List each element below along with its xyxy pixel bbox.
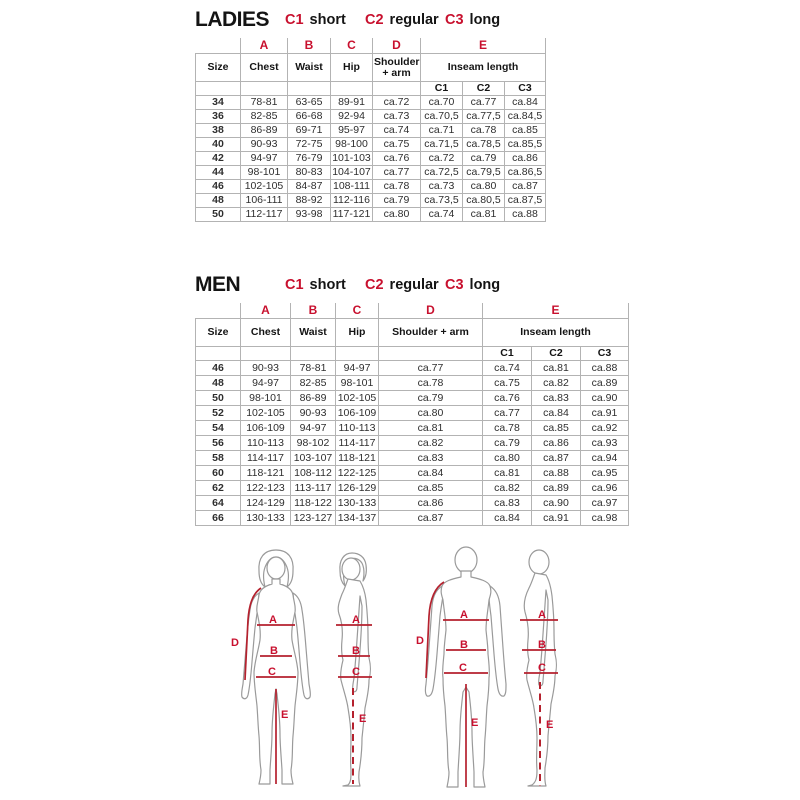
empty-corner-cell xyxy=(196,303,241,319)
figure-label-c: C xyxy=(459,662,467,674)
legend-label-c3: long xyxy=(469,12,501,28)
inseam-c1-cell: ca.81 xyxy=(483,466,532,481)
hip-cell: 89-91 xyxy=(331,96,373,110)
shoulder-arm-cell: ca.79 xyxy=(373,194,421,208)
inseam-c3-cell: ca.85,5 xyxy=(505,138,546,152)
shoulder-arm-cell: ca.72 xyxy=(373,96,421,110)
hip-cell: 112-116 xyxy=(331,194,373,208)
letter-c: C xyxy=(331,38,373,54)
inseam-c2-cell: ca.86 xyxy=(532,436,581,451)
ladies-legend-c1 xyxy=(285,12,346,28)
inseam-c3-cell: ca.88 xyxy=(505,208,546,222)
header-size: Size xyxy=(196,319,241,347)
header-hip: Hip xyxy=(331,54,373,82)
legend-label-c1: short xyxy=(309,277,346,293)
ladies-legend-c2 xyxy=(365,12,439,28)
empty-cell xyxy=(331,82,373,96)
table-row xyxy=(196,496,629,511)
waist-cell: 78-81 xyxy=(291,361,336,376)
inseam-c2-cell: ca.87 xyxy=(532,451,581,466)
inseam-c1-cell: ca.76 xyxy=(483,391,532,406)
size-cell: 46 xyxy=(196,361,241,376)
hip-cell: 101-103 xyxy=(332,152,371,164)
table-row xyxy=(196,406,629,421)
waist-cell: 108-112 xyxy=(291,466,336,481)
hip-cell: 117-121 xyxy=(331,208,373,222)
table-row xyxy=(196,96,546,110)
inseam-c3-cell: ca.88 xyxy=(581,361,629,376)
empty-cell xyxy=(196,82,241,96)
chest-cell: 112-117 xyxy=(241,208,288,222)
letter-e: E xyxy=(483,303,629,319)
men-subheader-row xyxy=(196,347,629,361)
inseam-c1-cell: ca.77 xyxy=(483,406,532,421)
inseam-c2-cell: ca.78,5 xyxy=(463,138,505,152)
legend-label-c1: short xyxy=(309,12,346,28)
chest-cell: 98-101 xyxy=(241,166,288,180)
header-inseam-length: Inseam length xyxy=(483,319,629,347)
waist-cell: 98-102 xyxy=(291,436,336,451)
inseam-c1-cell: ca.83 xyxy=(483,496,532,511)
men-legend-c3 xyxy=(445,277,500,293)
shoulder-arm-cell: ca.76 xyxy=(373,152,421,166)
empty-cell xyxy=(241,347,291,361)
letter-c: C xyxy=(336,303,379,319)
shoulder-arm-cell: ca.81 xyxy=(379,421,483,436)
inseam-c1-cell: ca.80 xyxy=(483,451,532,466)
inseam-c3-cell: ca.94 xyxy=(581,451,629,466)
letter-a: A xyxy=(241,38,288,54)
inseam-c2-cell: ca.82 xyxy=(532,376,581,391)
chest-cell: 122-123 xyxy=(241,481,291,496)
chest-cell: 98-101 xyxy=(241,391,291,406)
male-front-head xyxy=(455,547,477,573)
shoulder-arm-cell: ca.87 xyxy=(379,511,483,526)
inseam-c3-cell: ca.97 xyxy=(581,496,629,511)
figure-label-c: C xyxy=(268,666,276,678)
empty-cell xyxy=(288,82,331,96)
chest-cell: 118-121 xyxy=(241,466,291,481)
inseam-c2-cell: ca.80,5 xyxy=(463,194,505,208)
hip-cell: 92-94 xyxy=(331,110,373,124)
header-shoulder-arm: Shoulder + arm xyxy=(373,54,421,82)
figure-label-b: B xyxy=(270,645,278,657)
men-title: MEN xyxy=(195,273,241,296)
shoulder-arm-cell: ca.74 xyxy=(373,124,421,138)
size-cell: 38 xyxy=(196,124,241,138)
hip-cell: 98-100 xyxy=(331,138,373,152)
shoulder-arm-cell: ca.78 xyxy=(373,180,421,194)
empty-cell xyxy=(291,347,336,361)
table-row xyxy=(196,138,546,152)
figure-label-e: E xyxy=(471,717,479,729)
legend-label-c3: long xyxy=(469,277,501,293)
inseam-c2-cell: ca.91 xyxy=(532,511,581,526)
letter-d: D xyxy=(373,38,421,54)
size-cell: 42 xyxy=(196,152,241,166)
inseam-c2-cell: ca.90 xyxy=(532,496,581,511)
chest-cell: 102-105 xyxy=(241,406,291,421)
waist-cell: 113-117 xyxy=(291,481,336,496)
size-cell: 66 xyxy=(196,511,241,526)
inseam-c1-cell: ca.73,5 xyxy=(421,194,463,208)
inseam-c1-cell: ca.74 xyxy=(483,361,532,376)
female-front-head xyxy=(267,557,285,579)
empty-cell xyxy=(379,347,483,361)
inseam-c1-cell: ca.73 xyxy=(421,180,463,194)
legend-code-c1: C1 xyxy=(285,12,304,28)
waist-cell: 82-85 xyxy=(291,376,336,391)
ladies-title: LADIES xyxy=(195,8,270,31)
inseam-c3-cell: ca.93 xyxy=(581,436,629,451)
header-chest: Chest xyxy=(241,54,288,82)
inseam-c3-cell: ca.91 xyxy=(581,406,629,421)
male-front-figure xyxy=(416,544,508,794)
figure-label-b: B xyxy=(538,639,546,651)
figure-label-c: C xyxy=(538,662,546,674)
chest-cell: 130-133 xyxy=(241,511,291,526)
table-row xyxy=(196,481,629,496)
header-shoulder-arm: Shoulder + arm xyxy=(379,319,483,347)
size-cell: 44 xyxy=(196,166,241,180)
inseam-c2-cell: ca.89 xyxy=(532,481,581,496)
header-waist: Waist xyxy=(288,54,331,82)
size-cell: 46 xyxy=(196,180,241,194)
subheader-c1: C1 xyxy=(483,347,532,361)
inseam-c1-cell: ca.71,5 xyxy=(421,138,463,152)
hip-cell: 106-109 xyxy=(336,406,379,421)
figure-label-a: A xyxy=(460,609,468,621)
hip-cell: 122-125 xyxy=(336,466,379,481)
figure-label-a: A xyxy=(269,614,277,626)
ladies-table-body xyxy=(196,96,546,222)
shoulder-arm-cell: ca.82 xyxy=(379,436,483,451)
figure-label-e: E xyxy=(281,709,289,721)
waist-cell: 94-97 xyxy=(291,421,336,436)
subheader-c3: C3 xyxy=(581,347,629,361)
legend-label-c2: regular xyxy=(389,12,439,28)
men-letter-row xyxy=(196,303,629,319)
ladies-size-table xyxy=(195,38,546,222)
table-row xyxy=(196,466,629,481)
legend-code-c2: C2 xyxy=(365,12,384,28)
size-cell: 56 xyxy=(196,436,241,451)
shoulder-arm-cell: ca.78 xyxy=(379,376,483,391)
size-cell: 58 xyxy=(196,451,241,466)
waist-cell: 118-122 xyxy=(291,496,336,511)
table-row xyxy=(196,124,546,138)
ladies-legend-c3 xyxy=(445,12,500,28)
empty-corner-cell xyxy=(196,38,241,54)
legend-label-c2: regular xyxy=(389,277,439,293)
figure-label-c: C xyxy=(352,666,360,678)
chest-cell: 90-93 xyxy=(241,361,291,376)
shoulder-arm-cell: ca.86 xyxy=(379,496,483,511)
chest-cell: 78-81 xyxy=(241,96,288,110)
waist-cell: 84-87 xyxy=(288,180,331,194)
female-front-figure xyxy=(230,548,314,790)
size-cell: 60 xyxy=(196,466,241,481)
chest-cell: 82-85 xyxy=(241,110,288,124)
header-hip: Hip xyxy=(336,319,379,347)
waist-cell: 93-98 xyxy=(288,208,331,222)
inseam-c1-cell: ca.82 xyxy=(483,481,532,496)
inseam-c2-cell: ca.78 xyxy=(463,124,505,138)
inseam-c1-cell: ca.78 xyxy=(483,421,532,436)
inseam-c3-cell: ca.98 xyxy=(581,511,629,526)
legend-code-c2: C2 xyxy=(365,277,384,293)
male-front-right-arm xyxy=(489,586,506,696)
figure-label-b: B xyxy=(460,639,468,651)
inseam-c3-cell: ca.84,5 xyxy=(505,110,546,124)
letter-d: D xyxy=(379,303,483,319)
empty-cell xyxy=(336,347,379,361)
legend-code-c1: C1 xyxy=(285,277,304,293)
hip-cell: 104-107 xyxy=(332,166,371,178)
waist-cell: 90-93 xyxy=(291,406,336,421)
waist-cell: 69-71 xyxy=(288,124,331,138)
table-row xyxy=(196,208,546,222)
inseam-c2-cell: ca.84 xyxy=(532,406,581,421)
letter-a: A xyxy=(241,303,291,319)
figure-label-d: D xyxy=(231,637,239,649)
hip-cell: 94-97 xyxy=(336,361,379,376)
chest-cell: 86-89 xyxy=(241,124,288,138)
male-side-head xyxy=(529,550,549,574)
inseam-c1-cell: ca.75 xyxy=(483,376,532,391)
size-cell: 34 xyxy=(196,96,241,110)
waist-cell: 123-127 xyxy=(291,511,336,526)
chest-cell: 114-117 xyxy=(241,451,291,466)
figure-label-d: D xyxy=(416,635,424,647)
empty-cell xyxy=(241,82,288,96)
inseam-c1-cell: ca.70 xyxy=(421,96,463,110)
inseam-c2-cell: ca.81 xyxy=(463,208,505,222)
inseam-c3-cell: ca.96 xyxy=(581,481,629,496)
header-inseam-length: Inseam length xyxy=(421,54,546,82)
empty-cell xyxy=(373,82,421,96)
inseam-c1-cell: ca.74 xyxy=(421,208,463,222)
hip-cell: 134-137 xyxy=(336,511,379,526)
inseam-c1-cell: ca.72,5 xyxy=(421,166,463,180)
chest-cell: 124-129 xyxy=(241,496,291,511)
inseam-c1-cell: ca.84 xyxy=(483,511,532,526)
table-row xyxy=(196,180,546,194)
shoulder-arm-cell: ca.84 xyxy=(379,466,483,481)
chest-cell: 94-97 xyxy=(241,376,291,391)
legend-code-c3: C3 xyxy=(445,12,464,28)
inseam-c2-cell: ca.77,5 xyxy=(463,110,505,124)
inseam-c2-cell: ca.88 xyxy=(532,466,581,481)
size-cell: 50 xyxy=(196,208,241,222)
waist-cell: 88-92 xyxy=(288,194,331,208)
inseam-c3-cell: ca.85 xyxy=(505,124,546,138)
size-cell: 54 xyxy=(196,421,241,436)
inseam-c2-cell: ca.79,5 xyxy=(463,166,505,180)
waist-cell: 66-68 xyxy=(288,110,331,124)
inseam-c2-cell: ca.80 xyxy=(463,180,505,194)
figure-label-a: A xyxy=(538,609,546,621)
hip-cell: 118-121 xyxy=(336,451,379,466)
shoulder-arm-cell: ca.80 xyxy=(379,406,483,421)
shoulder-arm-cell: ca.75 xyxy=(373,138,421,152)
figure-label-a: A xyxy=(352,614,360,626)
hip-cell: 130-133 xyxy=(336,496,379,511)
subheader-c1: C1 xyxy=(421,82,463,96)
inseam-c3-cell: ca.95 xyxy=(581,466,629,481)
hip-cell: 114-117 xyxy=(336,436,379,451)
inseam-c1-cell: ca.79 xyxy=(483,436,532,451)
inseam-c2-cell: ca.83 xyxy=(532,391,581,406)
inseam-c3-cell: ca.84 xyxy=(505,96,546,110)
header-chest: Chest xyxy=(241,319,291,347)
size-cell: 40 xyxy=(196,138,241,152)
inseam-c3-cell: ca.90 xyxy=(581,391,629,406)
shoulder-arm-cell: ca.77 xyxy=(373,166,421,180)
hip-cell: 110-113 xyxy=(336,421,379,436)
table-row xyxy=(196,194,546,208)
size-cell: 52 xyxy=(196,406,241,421)
figure-label-e: E xyxy=(359,713,367,725)
waist-cell: 63-65 xyxy=(288,96,331,110)
men-table-body xyxy=(196,361,629,526)
male-side-figure xyxy=(512,546,570,794)
figure-label-b: B xyxy=(352,645,360,657)
chest-cell: 102-105 xyxy=(241,180,288,194)
female-side-head xyxy=(342,558,360,580)
inseam-c2-cell: ca.79 xyxy=(463,152,505,166)
men-title-row xyxy=(0,270,800,296)
table-row xyxy=(196,451,629,466)
shoulder-arm-cell: ca.80 xyxy=(373,208,421,222)
hip-cell: 102-105 xyxy=(336,391,379,406)
inseam-c3-cell: ca.87 xyxy=(505,180,546,194)
size-cell: 48 xyxy=(196,194,241,208)
letter-b: B xyxy=(288,38,331,54)
size-cell: 36 xyxy=(196,110,241,124)
shoulder-arm-cell: ca.83 xyxy=(379,451,483,466)
table-row xyxy=(196,436,629,451)
men-legend-c1 xyxy=(285,277,346,293)
inseam-c3-cell: ca.89 xyxy=(581,376,629,391)
chest-cell: 106-109 xyxy=(241,421,291,436)
hip-cell: 95-97 xyxy=(331,124,373,138)
empty-cell xyxy=(196,347,241,361)
shoulder-arm-cell: ca.85 xyxy=(379,481,483,496)
chest-cell: 94-97 xyxy=(241,152,288,166)
subheader-c3: C3 xyxy=(505,82,546,96)
table-row xyxy=(196,166,546,180)
letter-e: E xyxy=(421,38,546,54)
size-cell: 62 xyxy=(196,481,241,496)
inseam-c3-cell: ca.87,5 xyxy=(505,194,546,208)
header-waist: Waist xyxy=(291,319,336,347)
subheader-c2: C2 xyxy=(463,82,505,96)
table-row xyxy=(196,421,629,436)
men-size-table xyxy=(195,303,629,526)
men-header-row xyxy=(196,319,629,347)
shoulder-arm-cell: ca.77 xyxy=(379,361,483,376)
ladies-header-row xyxy=(196,54,546,82)
hip-cell: 108-111 xyxy=(331,180,373,194)
legend-code-c3: C3 xyxy=(445,277,464,293)
female-side-figure xyxy=(326,550,384,788)
inseam-c1-cell: ca.72 xyxy=(421,152,463,166)
table-row xyxy=(196,511,629,526)
size-cell: 50 xyxy=(196,391,241,406)
table-row xyxy=(196,152,546,166)
inseam-c2-cell: ca.85 xyxy=(532,421,581,436)
letter-b: B xyxy=(291,303,336,319)
waist-cell: 103-107 xyxy=(291,451,336,466)
hip-cell: 98-101 xyxy=(336,376,379,391)
hip-cell: 126-129 xyxy=(336,481,379,496)
table-row xyxy=(196,391,629,406)
figure-label-e: E xyxy=(546,719,554,731)
waist-cell: 80-83 xyxy=(288,166,331,180)
chest-cell: 106-111 xyxy=(241,194,288,208)
table-row xyxy=(196,110,546,124)
subheader-c2: C2 xyxy=(532,347,581,361)
size-cell: 64 xyxy=(196,496,241,511)
waist-cell: 76-79 xyxy=(288,152,331,166)
inseam-c2-cell: ca.77 xyxy=(463,96,505,110)
inseam-c3-cell: ca.86 xyxy=(505,152,546,166)
inseam-c2-cell: ca.81 xyxy=(532,361,581,376)
header-size: Size xyxy=(196,54,241,82)
size-cell: 48 xyxy=(196,376,241,391)
ladies-title-row xyxy=(0,5,800,31)
inseam-c3-cell: ca.92 xyxy=(581,421,629,436)
inseam-c1-cell: ca.71 xyxy=(421,124,463,138)
chest-cell: 90-93 xyxy=(241,138,288,152)
waist-cell: 86-89 xyxy=(291,391,336,406)
ladies-letter-row xyxy=(196,38,546,54)
shoulder-arm-cell: ca.73 xyxy=(373,110,421,124)
waist-cell: 72-75 xyxy=(288,138,331,152)
inseam-c1-cell: ca.70,5 xyxy=(421,110,463,124)
shoulder-arm-cell: ca.79 xyxy=(379,391,483,406)
inseam-c3-cell: ca.86,5 xyxy=(505,166,546,180)
ladies-subheader-row xyxy=(196,82,546,96)
chest-cell: 110-113 xyxy=(241,436,291,451)
men-legend-c2 xyxy=(365,277,439,293)
table-row xyxy=(196,376,629,391)
table-row xyxy=(196,361,629,376)
